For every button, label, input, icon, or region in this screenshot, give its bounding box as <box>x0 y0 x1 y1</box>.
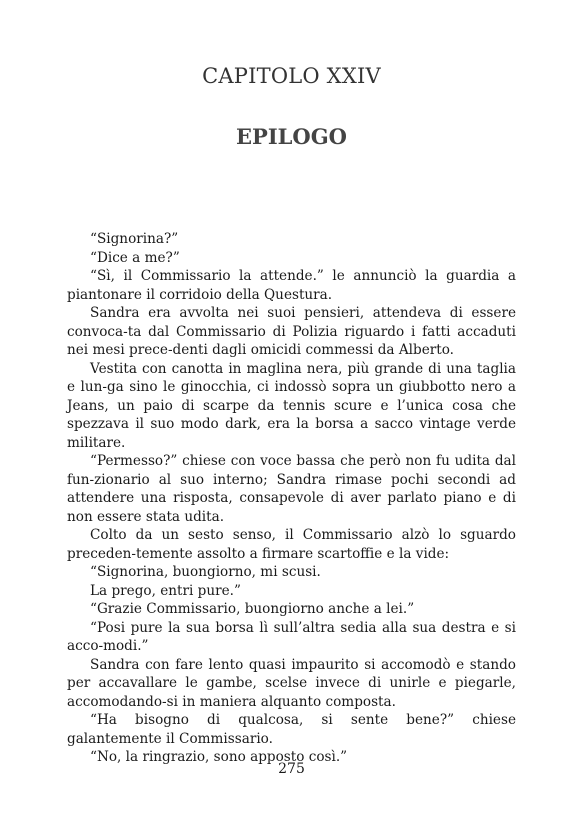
paragraph: Sandra con fare lento quasi impaurito si accomodò e stando per accavallare le gambe, scelse invece di unirle e piegarle, accomodando-si in maniera alquanto composta. <box>67 656 516 710</box>
paragraph: “Grazie Commissario, buongiorno anche a lei.” <box>90 601 415 617</box>
paragraph: Colto da un sesto senso, il Commissario alzò lo sguardo preceden-temente assolto a firmare scartoffie e la vide: <box>67 527 516 562</box>
paragraph: Vestita con canotta in maglina nera, più grande di una taglia e lun-ga sino le ginocchia, ci indossò sopra un giubbotto nero a Jeans, un paio di scarpe da tennis scure e l’unica cosa che spezzava il suo modo dark, era la borsa a sacco vintage verde militare. <box>67 360 516 451</box>
body-text <box>67 230 516 767</box>
paragraph: “Sì, il Commissario la attende.” le annunciò la guardia a piantonare il corridoio della Questura. <box>67 268 516 303</box>
chapter-title: EPILOGO <box>236 124 347 149</box>
paragraph: “No, la ringrazio, sono apposto così.” <box>90 749 348 765</box>
paragraph: “Posi pure la sua borsa lì sull’altra sedia alla sua destra e si acco-modi.” <box>67 619 516 654</box>
paragraph: La prego, entri pure.” <box>90 582 241 599</box>
paragraph: “Signorina?” <box>90 231 179 247</box>
paragraph: Sandra era avvolta nei suoi pensieri, attendeva di essere convoca-ta dal Commissario di Polizia riguardo i fatti accaduti nei mesi prece-denti dagli omicidi commessi da Alberto. <box>67 305 516 358</box>
paragraph: “Permesso?” chiese con voce bassa che però non fu udita dal fun-zionario al suo interno; Sandra rimase pochi secondi ad attendere una risposta, consapevole di aver parlato piano e di non essere stata udita. <box>67 453 516 525</box>
paragraph: “Dice a me?” <box>90 249 180 266</box>
paragraph: “Signorina, buongiorno, mi scusi. <box>90 564 321 580</box>
page-number: 275 <box>278 761 305 777</box>
chapter-heading: CAPITOLO XXIV <box>202 64 381 88</box>
paragraph: “Ha bisogno di qualcosa, si sente bene?” chiese galantemente il Commissario. <box>67 712 516 747</box>
